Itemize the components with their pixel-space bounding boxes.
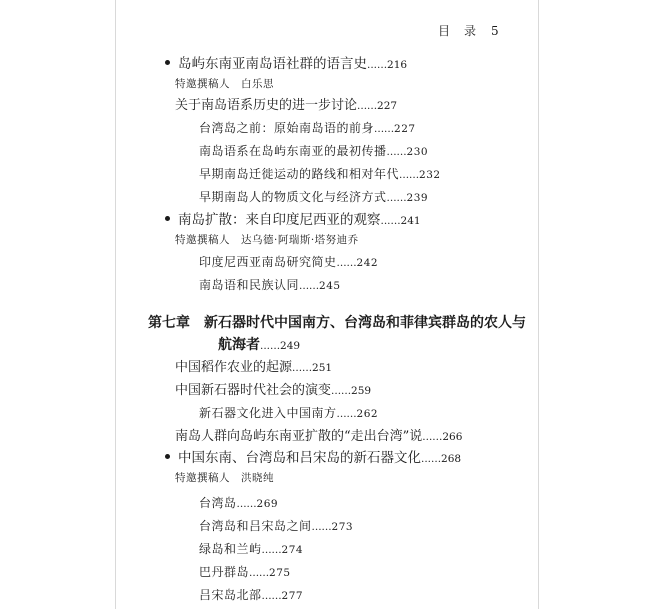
entry-title: 南岛人群向岛屿东南亚扩散的“走出台湾”说 [175, 429, 423, 444]
toc-entry-subsub: 吕宋岛北部......277 [199, 588, 304, 602]
toc-entry-sub: 中国新石器时代社会的演变......259 [175, 383, 372, 398]
entry-page: 227 [377, 100, 398, 112]
header-label: 目 录 [438, 24, 478, 38]
entry-page: 268 [441, 453, 462, 465]
toc-entry-sub: 南岛人群向岛屿东南亚扩散的“走出台湾”说......266 [175, 429, 463, 444]
toc-entry-sub: 关于南岛语系历史的进一步讨论......227 [175, 98, 398, 113]
toc-entry-subsub: 台湾岛之前：原始南岛语的前身......227 [199, 121, 416, 135]
entry-title: 中国新石器时代社会的演变 [175, 383, 332, 398]
toc-entry-sub: 中国稻作农业的起源......251 [175, 360, 333, 375]
entry-page: 230 [406, 146, 429, 158]
entry-page: 227 [394, 123, 416, 135]
toc-entry-subsub: 早期南岛人的物质文化与经济方式......239 [199, 190, 429, 204]
entry-title: 早期南岛迁徙运动的路线和相对年代 [199, 167, 400, 181]
entry-title: 关于南岛语系历史的进一步讨论 [175, 98, 358, 113]
entry-page: 239 [406, 192, 429, 204]
toc-entry-subsub: 台湾岛......269 [199, 496, 279, 510]
entry-title: 早期南岛人的物质文化与经济方式 [199, 190, 387, 204]
entry-page: 273 [331, 521, 354, 533]
toc-entry-subsub: 南岛语和民族认同......245 [199, 278, 341, 292]
running-header [438, 22, 500, 39]
toc-chapter-title [148, 316, 526, 330]
entry-page: 249 [280, 340, 301, 352]
toc-entry-section: 中国东南、台湾岛和吕宋岛的新石器文化......268 [165, 452, 461, 466]
entry-title: 南岛语和民族认同 [199, 278, 300, 292]
toc-chapter-title-cont: 航海者......249 [218, 337, 301, 353]
chapter-title-cont: 航海者 [218, 337, 260, 353]
page-edge-left [115, 0, 116, 609]
toc-entry-subsub: 南岛语系在岛屿东南亚的最初传播......230 [199, 144, 429, 158]
entry-title: 新石器文化进入中国南方 [199, 406, 337, 420]
entry-page: 216 [387, 59, 408, 71]
entry-title: 岛屿东南亚南岛语社群的语言史 [178, 56, 367, 72]
toc-entry-subsub: 绿岛和兰屿......274 [199, 542, 304, 556]
toc-entry-subsub: 巴丹群岛......275 [199, 565, 291, 579]
toc-entry-section: 南岛扩散：来自印度尼西亚的观察......241 [165, 214, 421, 228]
bullet-icon [165, 216, 170, 221]
entry-page: 277 [281, 590, 304, 602]
entry-title: 吕宋岛北部 [199, 588, 262, 602]
toc-entry-subsub: 台湾岛和吕宋岛之间......273 [199, 519, 354, 533]
entry-page: 274 [281, 544, 304, 556]
entry-title: 台湾岛 [199, 496, 237, 510]
entry-title: 绿岛和兰屿 [199, 542, 262, 556]
toc-author: 特邀撰稿人 达乌德·阿瑞斯·塔努迪乔 [175, 234, 359, 246]
entry-page: 242 [356, 257, 379, 269]
entry-page: 232 [419, 169, 441, 181]
entry-page: 259 [351, 385, 372, 397]
entry-page: 269 [256, 498, 279, 510]
entry-title: 南岛语系在岛屿东南亚的最初传播 [199, 144, 387, 158]
toc-author: 特邀撰稿人 洪晓纯 [175, 472, 274, 484]
toc-author: 特邀撰稿人 白乐思 [175, 78, 274, 90]
entry-page: 262 [356, 408, 379, 420]
entry-title: 中国东南、台湾岛和吕宋岛的新石器文化 [178, 450, 421, 466]
toc-entry-section: 岛屿东南亚南岛语社群的语言史......216 [165, 58, 407, 72]
toc-entry-subsub: 印度尼西亚南岛研究简史......242 [199, 255, 379, 269]
entry-title: 台湾岛和吕宋岛之间 [199, 519, 312, 533]
entry-page: 241 [400, 215, 421, 227]
page-edge-right [538, 0, 539, 609]
entry-page: 275 [269, 567, 291, 579]
entry-page: 251 [312, 362, 333, 374]
toc-entry-subsub: 新石器文化进入中国南方......262 [199, 406, 379, 420]
entry-title: 台湾岛之前：原始南岛语的前身 [199, 121, 375, 135]
entry-title: 南岛扩散：来自印度尼西亚的观察 [178, 212, 381, 228]
header-page-number: 5 [491, 24, 500, 38]
entry-title: 印度尼西亚南岛研究简史 [199, 255, 337, 269]
entry-title: 巴丹群岛 [199, 565, 250, 579]
bullet-icon [165, 60, 170, 65]
entry-page: 245 [319, 280, 341, 292]
toc-entry-subsub: 早期南岛迁徙运动的路线和相对年代......232 [199, 167, 441, 181]
entry-title: 中国稻作农业的起源 [175, 360, 293, 375]
chapter-title: 第七章 新石器时代中国南方、台湾岛和菲律宾群岛的农人与 [148, 315, 526, 331]
bullet-icon [165, 454, 170, 459]
entry-page: 266 [442, 431, 463, 443]
